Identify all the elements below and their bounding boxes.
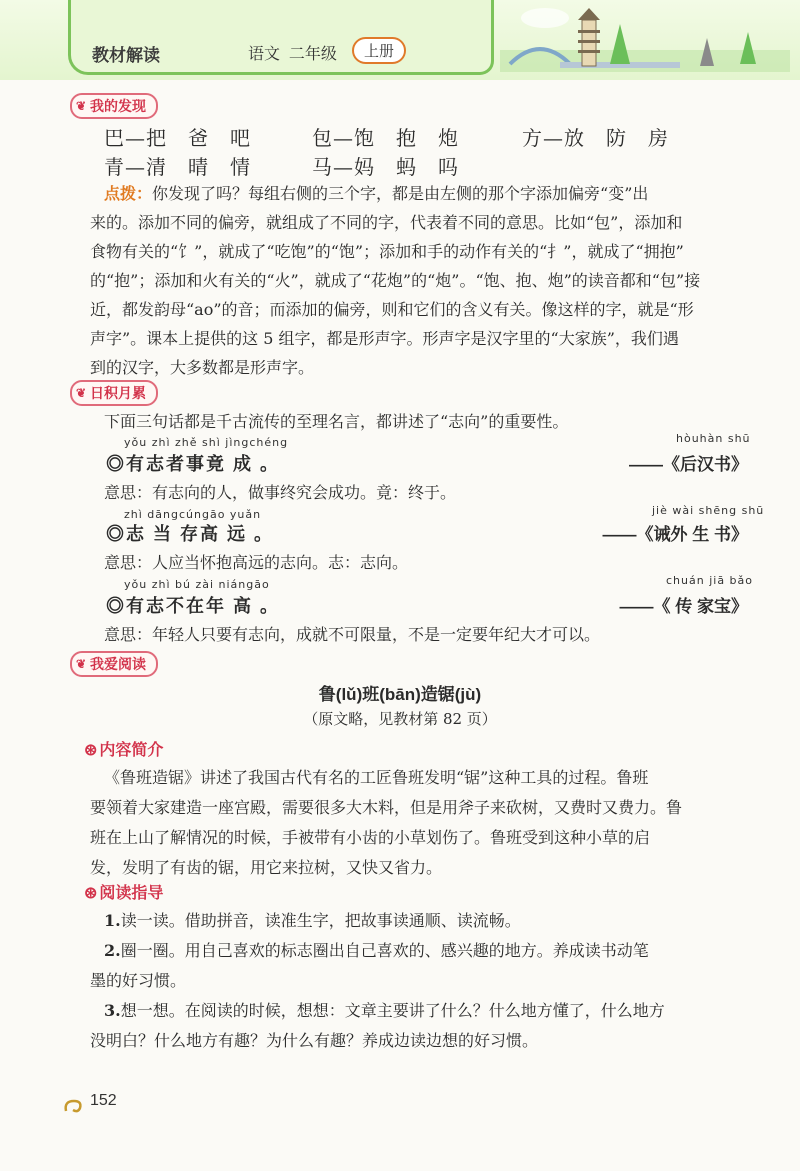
quote-source: ——《后汉书》 bbox=[629, 455, 748, 474]
quote-source: ——《 传 家宝》 bbox=[619, 597, 748, 616]
quote-text: ◎志 当 存高 远 。 bbox=[106, 524, 275, 544]
quote-meaning: 意思：年轻人只要有志向，成就不可限量，不是一定要年纪大才可以。 bbox=[104, 625, 601, 644]
summary-line: 班在上山了解情况的时候，手被带有小齿的小草划伤了。鲁班受到这种小草的启 bbox=[90, 828, 651, 847]
tip-line: 声字”。课本上提供的这 5 组字，都是形声字。形声字是汉字里的“大家族”，我们遇 bbox=[90, 329, 679, 348]
section-label-text: 我爱阅读 bbox=[90, 656, 146, 672]
source-pinyin: chuán jiā bǎo bbox=[666, 574, 754, 587]
guide-heading: ⊛ 阅读指导 bbox=[84, 885, 164, 902]
swirl-icon: ❦ bbox=[76, 657, 87, 671]
section-label-reading bbox=[70, 651, 158, 677]
tip-line: 的“抱”；添加和火有关的“火”，就成了“花炮”的“炮”。“饱、抱、炮”的读音都和“包”接 bbox=[90, 271, 701, 290]
tip-line: 来的。添加不同的偏旁，就组成了不同的字，代表着不同的意思。比如“包”，添加和 bbox=[90, 213, 683, 232]
summary-line: 《鲁班造锯》讲述了我国古代有名的工匠鲁班发明“锯”这种工具的过程。鲁班 bbox=[104, 768, 649, 787]
char-group: 马—妈 蚂 吗 bbox=[312, 155, 459, 179]
quote-pinyin: yǒu zhì zhě shì jìngchéng bbox=[124, 436, 289, 449]
guide-item-cont: 没明白？什么地方有趣？为什么有趣？养成边读边想的好习惯。 bbox=[90, 1031, 539, 1050]
swirl-icon: ❦ bbox=[76, 99, 87, 113]
header-subject: 语文 bbox=[248, 46, 281, 63]
source-pinyin: hòuhàn shū bbox=[676, 432, 751, 445]
guide-item-cont: 墨的好习惯。 bbox=[90, 971, 187, 990]
tip-line: 食物有关的“饣”，就成了“吃饱”的“饱”；添加和手的动作有关的“扌”，就成了“拥抱” bbox=[90, 242, 684, 261]
quote-text: ◎有志不在年 高 。 bbox=[106, 596, 281, 616]
tip-label: 点拨： bbox=[104, 184, 153, 203]
pagoda-landscape-icon bbox=[500, 4, 790, 80]
quote-pinyin: zhì dāngcúngāo yuǎn bbox=[124, 508, 262, 521]
header-volume-badge: 上册 bbox=[352, 37, 406, 64]
quote-meaning: 意思：人应当怀抱高远的志向。志：志向。 bbox=[104, 553, 409, 572]
header-grade: 二年级 bbox=[288, 46, 337, 63]
quote-meaning: 意思：有志向的人，做事终究会成功。竟：终于。 bbox=[104, 483, 457, 502]
swirl-icon: ❦ bbox=[76, 386, 87, 400]
quote-pinyin: yǒu zhì bú zài niángāo bbox=[124, 578, 270, 591]
header-title: 教材解读 bbox=[92, 46, 160, 65]
tip-line: 近，都发韵母“ao”的音；而添加的偏旁，则和它们的含义有关。像这样的字，就是“形 bbox=[90, 300, 694, 319]
page-ornament-icon bbox=[62, 1095, 92, 1117]
summary-heading: ⊛ 内容简介 bbox=[84, 742, 164, 759]
section-label-text: 日积月累 bbox=[90, 385, 146, 401]
story-title: 鲁(lǔ)班(bān)造锯(jù) bbox=[318, 685, 482, 704]
char-group: 青—清 晴 情 bbox=[104, 155, 251, 179]
char-group: 巴—把 爸 吧 bbox=[104, 126, 251, 150]
flower-bullet-icon: ⊛ bbox=[84, 742, 98, 759]
tip-line: 点拨：你发现了吗？每组右侧的三个字，都是由左侧的那个字添加偏旁“变”出 bbox=[104, 184, 649, 203]
source-pinyin: jiè wài shēng shū bbox=[652, 504, 765, 517]
quote-text: ◎有志者事竟 成 。 bbox=[106, 454, 281, 474]
section-label-discovery bbox=[70, 93, 158, 119]
guide-item: 2.圈一圈。用自己喜欢的标志圈出自己喜欢的、感兴趣的地方。养成读书动笔 bbox=[104, 941, 649, 960]
page-number: 152 bbox=[90, 1092, 117, 1109]
accumulate-intro: 下面三句话都是千古流传的至理名言，都讲述了“志向”的重要性。 bbox=[104, 412, 569, 431]
section-label-accumulate bbox=[70, 380, 158, 406]
summary-line: 要领着大家建造一座宫殿，需要很多大木料，但是用斧子来砍树，又费时又费力。鲁 bbox=[90, 798, 683, 817]
char-group: 包—饱 抱 炮 bbox=[312, 126, 459, 150]
story-note: （原文略，见教材第 82 页） bbox=[303, 710, 497, 728]
header-subject-grade bbox=[248, 41, 337, 64]
summary-line: 发，发明了有齿的锯，用它来拉树，又快又省力。 bbox=[90, 858, 443, 877]
guide-item: 1.读一读。借助拼音，读准生字，把故事读通顺、读流畅。 bbox=[104, 911, 521, 930]
flower-bullet-icon: ⊛ bbox=[84, 885, 98, 902]
quote-source: ——《诫外 生 书》 bbox=[602, 525, 748, 544]
char-group: 方—放 防 房 bbox=[522, 126, 669, 150]
section-label-text: 我的发现 bbox=[90, 98, 146, 114]
tip-line: 到的汉字，大多数都是形声字。 bbox=[90, 358, 315, 377]
guide-item: 3.想一想。在阅读的时候，想想：文章主要讲了什么？什么地方懂了，什么地方 bbox=[104, 1001, 665, 1020]
